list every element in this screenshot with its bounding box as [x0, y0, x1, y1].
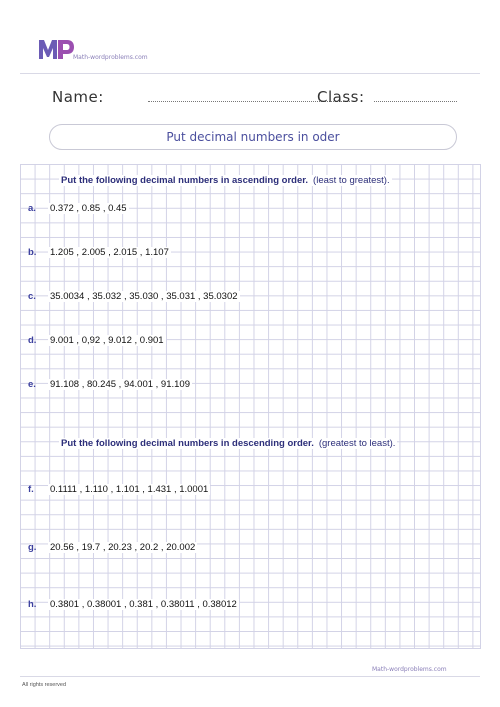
question-letter: c. — [28, 291, 36, 302]
question-letter: f. — [28, 484, 34, 495]
graph-paper-grid — [20, 164, 481, 649]
question-a — [28, 203, 129, 214]
mp-logo-icon — [38, 38, 78, 60]
class-label: Class: — [317, 88, 365, 106]
question-f — [28, 484, 210, 495]
question-b — [28, 247, 171, 258]
descending-note: (greatest to least). — [318, 438, 396, 449]
ascending-instruction — [59, 175, 392, 186]
footer-divider — [20, 676, 480, 677]
footer-rights: All rights reserved — [22, 682, 67, 688]
question-numbers: 20.56 , 19.7 , 20.23 , 20.2 , 20.002 — [50, 542, 196, 553]
question-letter: g. — [28, 542, 37, 553]
question-letter: a. — [28, 203, 36, 214]
header-divider — [20, 73, 480, 74]
question-c — [28, 291, 240, 302]
question-letter: e. — [28, 379, 36, 390]
question-numbers: 35.0034 , 35.032 , 35.030 , 35.031 , 35.0302 — [50, 291, 238, 302]
question-numbers: 0.372 , 0.85 , 0.45 — [50, 203, 127, 214]
question-numbers: 91.108 , 80.245 , 94.001 , 91.109 — [50, 379, 190, 390]
ascending-note: (least to greatest). — [313, 175, 390, 186]
question-numbers: 1.205 , 2.005 , 2.015 , 1.107 — [50, 247, 169, 258]
class-field-line[interactable] — [374, 101, 457, 102]
footer-site: Math-wordproblems.com — [372, 666, 447, 673]
descending-instruction-text: Put the following decimal numbers in descending order. — [61, 438, 314, 449]
question-numbers: 0.1111 , 1.110 , 1.101 , 1.431 , 1.0001 — [50, 484, 209, 495]
name-class-row — [52, 88, 472, 110]
worksheet-title: Put decimal numbers in oder — [49, 124, 457, 150]
ascending-instruction-text: Put the following decimal numbers in ascending order. — [61, 175, 309, 186]
name-label: Name: — [52, 88, 104, 106]
question-d — [28, 335, 166, 346]
question-g — [28, 542, 197, 553]
question-letter: d. — [28, 335, 37, 346]
question-letter: h. — [28, 599, 37, 610]
logo-text: Math-wordproblems.com — [73, 54, 148, 61]
question-h — [28, 599, 239, 610]
question-numbers: 9.001 , 0,92 , 9.012 , 0.901 — [50, 335, 164, 346]
question-letter: b. — [28, 247, 37, 258]
descending-instruction — [59, 438, 397, 449]
question-numbers: 0.3801 , 0.38001 , 0.381 , 0.38011 , 0.38012 — [50, 599, 237, 610]
question-e — [28, 379, 192, 390]
